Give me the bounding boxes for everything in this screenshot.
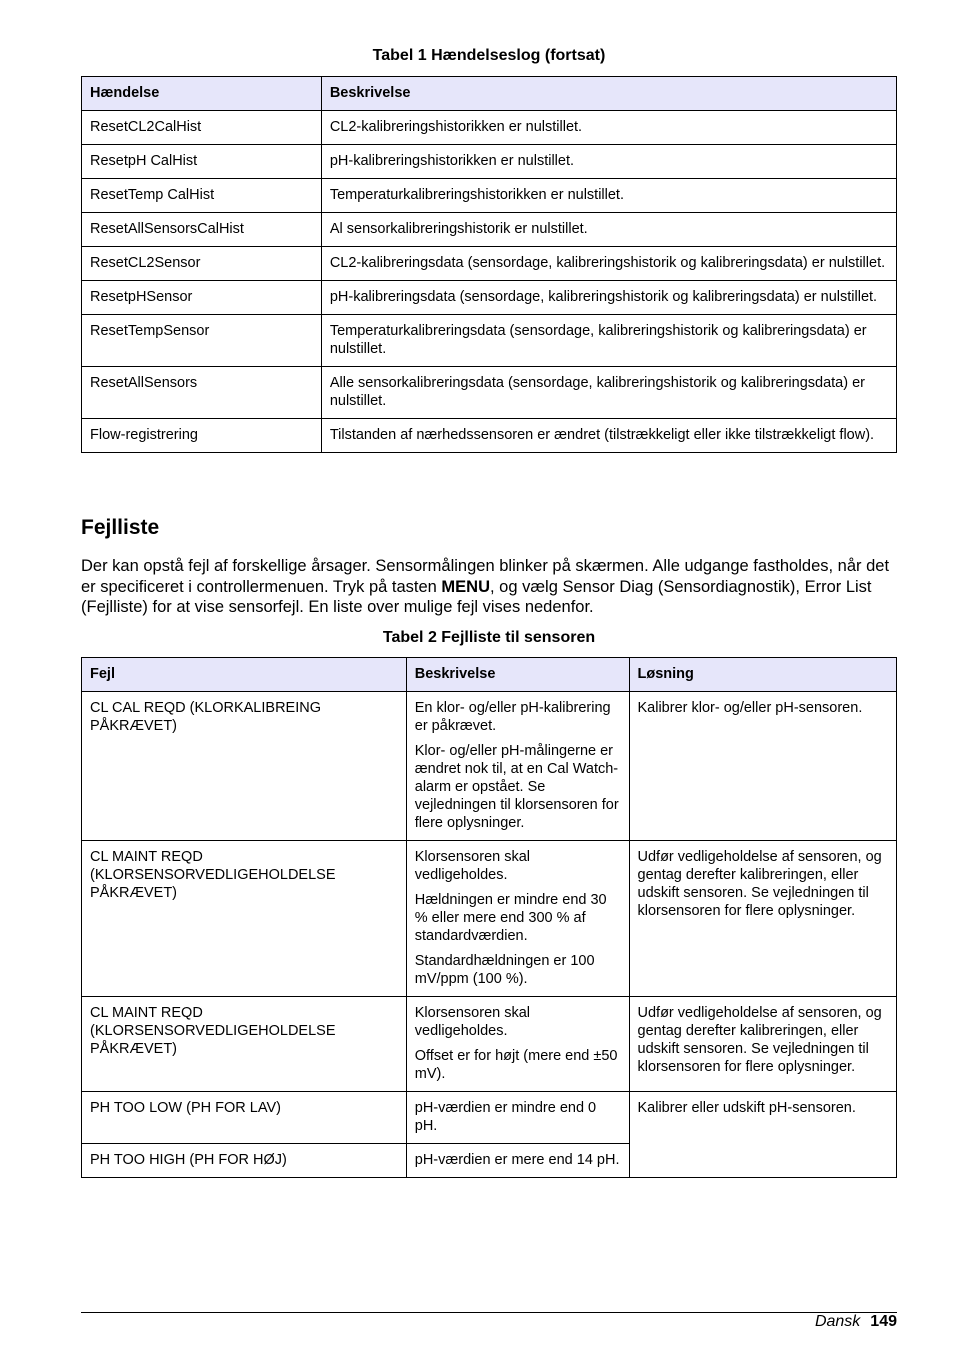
table-row [82,145,897,179]
solution-cell: Kalibrer klor- og/eller pH-sensoren. [629,692,897,841]
column-header: Løsning [629,658,897,692]
description-cell [406,841,629,997]
table-header-row [82,77,897,111]
table-row [82,419,897,453]
solution-cell: Udfør vedligeholdelse af sensoren, og gentag derefter kalibreringen, eller udskift sensoren. Se vejledningen til klorsensoren for flere oplysninger. [629,841,897,997]
section-title: Fejlliste [81,516,160,539]
table-row [82,281,897,315]
description-line: Klorsensoren skal vedligeholdes. [414,849,531,883]
table-header-row [82,658,897,692]
event-cell: ResetCL2Sensor [82,247,322,281]
error-cell: CL CAL REQD (KLORKALIBREING PÅKRÆVET) [82,692,407,841]
footer-divider [81,1312,897,1313]
table-row [82,367,897,419]
description-line: Klorsensoren skal vedligeholdes. [414,1005,531,1039]
intro-paragraph [81,556,901,618]
page-number: 149 [870,1313,897,1330]
description-cell [406,1144,629,1178]
footer-language: Dansk [814,1313,861,1330]
event-cell: ResetAllSensors [82,367,322,419]
description-cell [406,1092,629,1144]
table2-caption: Tabel 2 Fejlliste til sensoren [382,629,596,646]
column-header: Beskrivelse [321,77,896,111]
description-line: Hældningen er mindre end 30 % eller mere end 300 % af standardværdien. [414,892,607,944]
table-row [82,213,897,247]
event-cell: ResetpH CalHist [82,145,322,179]
table-row [82,111,897,145]
intro-text: Der kan opstå fejl af forskellige årsager. Sensormålingen blinker på skærmen. Alle udgange fastholdes, når det er specificeret i controllermenuen. Tryk på tasten [81,557,890,596]
event-cell: Flow-registrering [82,419,322,453]
error-cell: CL MAINT REQD (KLORSENSORVEDLIGEHOLDELSE PÅKRÆVET) [82,997,407,1092]
column-header: Beskrivelse [406,658,629,692]
event-cell: ResetCL2CalHist [82,111,322,145]
error-cell: CL MAINT REQD (KLORSENSORVEDLIGEHOLDELSE PÅKRÆVET) [82,841,407,997]
description-cell: CL2-kalibreringshistorikken er nulstillet. [321,111,896,145]
solution-cell: Udfør vedligeholdelse af sensoren, og gentag derefter kalibreringen, eller udskift sensoren. Se vejledningen til klorsensoren for flere oplysninger. [629,997,897,1092]
error-list-table [81,657,897,1178]
table-row [82,841,897,997]
column-header: Fejl [82,658,407,692]
error-cell: PH TOO LOW (PH FOR LAV) [82,1092,407,1144]
table-row [82,315,897,367]
description-line: Offset er for højt (mere end ±50 mV). [414,1048,618,1082]
description-cell [406,692,629,841]
description-line: pH-værdien er mindre end 0 pH. [414,1100,597,1134]
description-cell: Al sensorkalibreringshistorik er nulstillet. [321,213,896,247]
description-line: pH-værdien er mere end 14 pH. [414,1152,620,1168]
table-row [82,179,897,213]
column-header: Hændelse [82,77,322,111]
description-cell: pH-kalibreringshistorikken er nulstillet. [321,145,896,179]
description-line: Standardhældningen er 100 mV/ppm (100 %). [414,953,595,987]
table-row [82,692,897,841]
description-cell [406,997,629,1092]
description-cell: Temperaturkalibreringsdata (sensordage, kalibreringshistorik og kalibreringsdata) er nulstillet. [321,315,896,367]
description-cell: Temperaturkalibreringshistorikken er nulstillet. [321,179,896,213]
error-cell: PH TOO HIGH (PH FOR HØJ) [82,1144,407,1178]
intro-text: , og vælg Sensor Diag (Sensordiagnostik), Error List (Fejlliste) for at vise sensorfejl. En liste over mulige fejl vises nedenfor. [81,577,872,616]
page-footer [815,1313,897,1331]
description-cell: Tilstanden af nærhedssensoren er ændret (tilstrækkeligt eller ikke tilstrækkeligt flow). [321,419,896,453]
table-row [82,1092,897,1144]
table-row [82,997,897,1092]
event-cell: ResetTempSensor [82,315,322,367]
event-cell: ResetpHSensor [82,281,322,315]
solution-cell: Kalibrer eller udskift pH-sensoren. [629,1092,897,1178]
event-log-table [81,76,897,453]
description-line: Klor- og/eller pH-målingerne er ændret nok til, at en Cal Watch-alarm er opstået. Se vejledningen til klorsensoren for flere oplysninger. [414,743,619,831]
description-cell: pH-kalibreringsdata (sensordage, kalibreringshistorik og kalibreringsdata) er nulstillet. [321,281,896,315]
description-cell: Alle sensorkalibreringsdata (sensordage, kalibreringshistorik og kalibreringsdata) er nulstillet. [321,367,896,419]
event-cell: ResetAllSensorsCalHist [82,213,322,247]
event-cell: ResetTemp CalHist [82,179,322,213]
description-cell: CL2-kalibreringsdata (sensordage, kalibreringshistorik og kalibreringsdata) er nulstillet. [321,247,896,281]
table1-caption: Tabel 1 Hændelseslog (fortsat) [372,47,606,64]
description-line: En klor- og/eller pH-kalibrering er påkrævet. [414,700,611,734]
menu-key-label: MENU [441,577,491,596]
table-row [82,247,897,281]
